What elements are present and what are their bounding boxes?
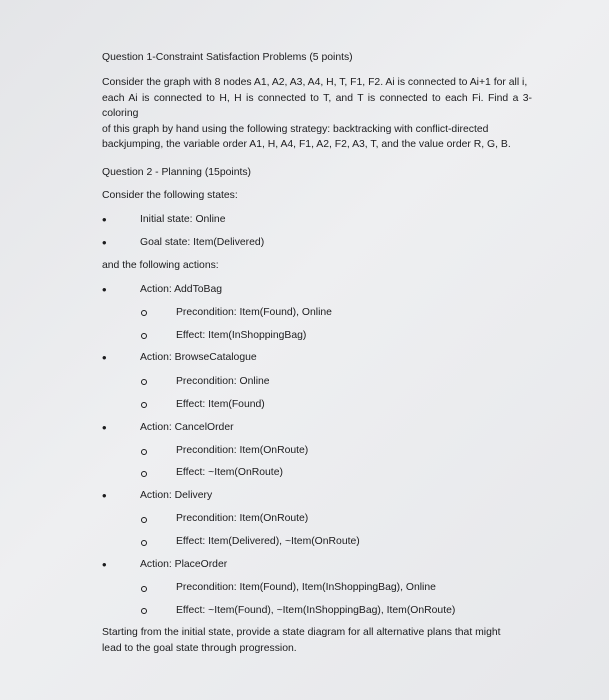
sub-bullet-circle [141,402,147,408]
sub-bullet-circle [141,379,147,385]
sub-bullet-circle [141,517,147,523]
action-name: Action: BrowseCatalogue [140,352,257,363]
bullet-dot: • [102,420,107,435]
action-effect: Effect: ~Item(OnRoute) [176,467,283,478]
q1-body-line: of this graph by hand using the following strategy: backtracking with conflict-directed [102,123,489,135]
action-precondition: Precondition: Item(Found), Online [176,307,332,318]
bullet-dot: • [102,350,107,365]
q2-title: Question 2 - Planning (15points) [102,167,252,178]
actions-intro: and the following actions: [102,260,219,271]
bullet-dot: • [102,212,107,227]
action-precondition: Precondition: Item(OnRoute) [176,513,309,524]
initial-state: Initial state: Online [140,214,226,225]
q1-title: Question 1-Constraint Satisfaction Problems (5 points) [102,52,353,63]
q2-closing-line: Starting from the initial state, provide a state diagram for all alternative plans that might [102,627,501,638]
sub-bullet-circle [141,586,147,592]
action-precondition: Precondition: Online [176,376,270,387]
q1-body-line: backjumping, the variable order A1, H, A4, F1, A2, F2, A3, T, and the value order R, G, B. [102,139,511,150]
bullet-dot: • [102,488,107,503]
bullet-dot: • [102,282,107,297]
sub-bullet-circle [141,449,147,455]
sub-bullet-circle [141,310,147,316]
q1-body [102,75,532,153]
q2-closing [102,625,522,656]
sub-bullet-circle [141,540,147,546]
sub-bullet-circle [141,333,147,339]
q2-closing-line: lead to the goal state through progression. [102,642,297,654]
action-effect: Effect: Item(InShoppingBag) [176,330,307,341]
action-name: Action: AddToBag [140,284,223,295]
action-effect: Effect: Item(Found) [176,399,265,410]
action-name: Action: PlaceOrder [140,559,228,570]
action-effect: Effect: ~Item(Found), ~Item(InShoppingBag), Item(OnRoute) [176,605,456,616]
action-precondition: Precondition: Item(OnRoute) [176,445,309,456]
q2-intro: Consider the following states: [102,190,238,201]
action-precondition: Precondition: Item(Found), Item(InShoppingBag), Online [176,582,436,593]
q1-body-line: Consider the graph with 8 nodes A1, A2, A3, A4, H, T, F1, F2. Ai is connected to Ai+1 for all i, [102,77,528,88]
bullet-dot: • [102,557,107,572]
action-name: Action: CancelOrder [140,422,234,433]
action-name: Action: Delivery [140,490,213,501]
action-effect: Effect: Item(Delivered), ~Item(OnRoute) [176,536,360,547]
sub-bullet-circle [141,471,147,477]
goal-state: Goal state: Item(Delivered) [140,237,265,248]
q1-body-line: each Ai is connected to H, H is connected to T, and T is connected to each Fi. Find a 3-coloring [102,92,532,119]
sub-bullet-circle [141,608,147,614]
bullet-dot: • [102,235,107,250]
